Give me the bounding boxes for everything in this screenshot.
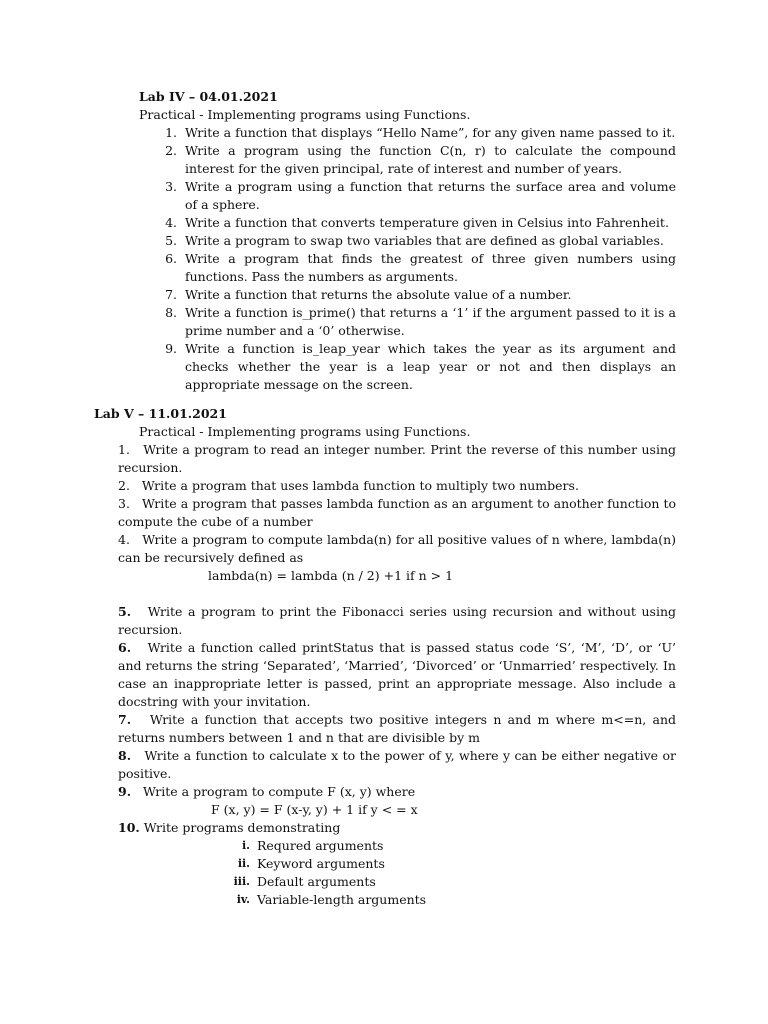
- lab-v-list: [94, 441, 676, 909]
- list-item: 7. Write a function that accepts two positive integers n and m where m<=n, and returns numbers between 1 and n that are divisible by m: [118, 712, 677, 745]
- list-item: i. Requred arguments: [241, 838, 384, 853]
- list-item: 4. Write a function that converts temperature given in Celsius into Fahrenheit.: [165, 215, 669, 230]
- lab-v-practical: Practical - Implementing programs using Functions.: [139, 424, 471, 439]
- list-item: 3. Write a program that passes lambda function as an argument to another function to compute the cube of a number: [118, 496, 677, 529]
- lab-iv-section: [139, 88, 676, 394]
- list-item: iv. Variable-length arguments: [236, 892, 427, 907]
- f-formula: F (x, y) = F (x-y, y) + 1 if y < = x: [211, 802, 418, 817]
- list-item: 9. Write a program to compute F (x, y) where: [118, 784, 416, 799]
- lab-v-section: [94, 405, 676, 909]
- lab-iv-practical: Practical - Implementing programs using Functions.: [139, 107, 471, 122]
- list-item: 1. Write a program to read an integer number. Print the reverse of this number using recursion.: [118, 442, 677, 475]
- list-item: 6. Write a function called printStatus that is passed status code ‘S’, ‘M’, ‘D’, or ‘U’ and returns the string ‘Separated’, ‘Married’, ‘Divorced’ or ‘Unmarried’ respectively. In case an inappropriate letter is passed, print an appropriate message. Also include a docstring with your invitation.: [118, 640, 677, 709]
- list-item: 8. Write a function to calculate x to the power of y, where y can be either negative or positive.: [118, 748, 676, 781]
- list-item: 2. Write a program that uses lambda function to multiply two numbers.: [118, 478, 579, 493]
- list-item: 4. Write a program to compute lambda(n) for all positive values of n where, lambda(n) can be recursively defined as: [118, 532, 676, 565]
- list-item: iii. Default arguments: [233, 874, 376, 889]
- list-item: 5. Write a program to print the Fibonacci series using recursion and without using recursion.: [118, 604, 676, 637]
- lab-iv-title: Lab IV – 04.01.2021: [139, 89, 278, 104]
- spacer: [118, 585, 676, 603]
- list-item: 6. Write a program that finds the greatest of three given numbers using functions. Pass the numbers as arguments.: [165, 251, 676, 284]
- list-item: 8. Write a function is_prime() that returns a ‘1’ if the argument passed to it is a prime number and a ‘0’ otherwise.: [165, 305, 676, 338]
- list-item: 7. Write a function that returns the absolute value of a number.: [165, 287, 572, 302]
- list-item: ii. Keyword arguments: [237, 856, 385, 871]
- lab-iv-list: [139, 124, 676, 394]
- list-item: 9. Write a function is_leap_year which takes the year as its argument and checks whether the year is a leap year or not and then displays an appropriate message on the screen.: [165, 341, 676, 392]
- list-item: 5. Write a program to swap two variables that are defined as global variables.: [165, 233, 664, 248]
- list-item: 2. Write a program using the function C(n, r) to calculate the compound interest for the given principal, rate of interest and number of years.: [165, 143, 676, 176]
- list-item: 10. Write programs demonstrating: [118, 820, 341, 835]
- list-item: 1. Write a function that displays “Hello Name”, for any given name passed to it.: [165, 125, 676, 140]
- lambda-formula: lambda(n) = lambda (n / 2) +1 if n > 1: [208, 568, 454, 583]
- lab-v-title: Lab V – 11.01.2021: [94, 406, 227, 421]
- argument-types-list: [118, 837, 676, 909]
- list-item: 3. Write a program using a function that returns the surface area and volume of a sphere.: [165, 179, 676, 212]
